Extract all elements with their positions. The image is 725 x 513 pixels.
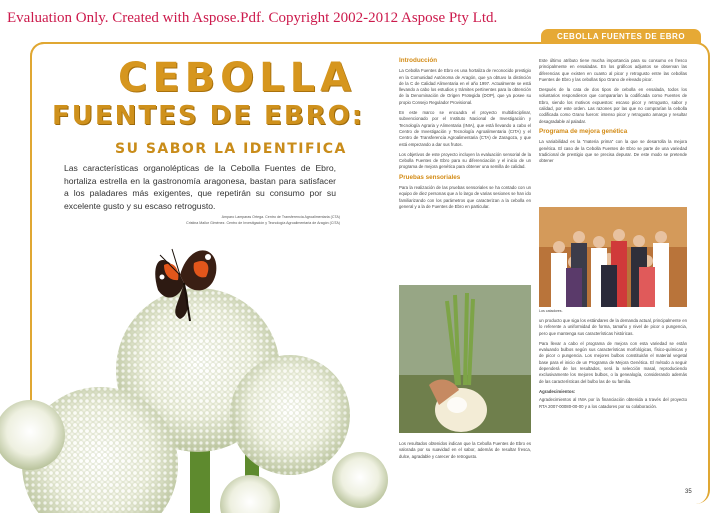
column-2-bottom — [539, 318, 687, 414]
column-paragraph: Después de la cata de dos tipos de cebolla en ensalada, todos los voluntarios respondieron que compararían la codificada como Fuentes de Ebro, siendo los motivos expuestos: escaso picor y retrogusto, sabor y calidad, por este orden. Las razones por las que no comprarían la cebolla codificada como Grano fueron: intenso picor y retrogusto amargo y resultar desagradable al paladar. — [539, 87, 687, 124]
intro-paragraph: Los objetivos de este proyecto incluyen la evaluación sensorial de la Cebolla Fuentes de Ebro para su diferenciación y el inicio de un programa de mejora genética para obtener una semilla de calidad. — [399, 151, 531, 170]
onion-flower-photo — [0, 230, 395, 513]
author-credits — [180, 214, 340, 226]
column-paragraph: un producto que siga los estándares de la demanda actual, principalmente en lo referente a uniformidad de forma, tamaño y nivel de picor o pungencia, pero que mantenga sus características históricas. — [539, 318, 687, 336]
column-paragraph: Para llevar a cabo el programa de mejora con esta variedad se están evaluando bulbos según sus características morfológicas, físico-químicas y de picor o pungencia. Los mejores bulbos constituirán el material vegetal base para el inicio de un Programa de Mejora Genética. El método a seguir dependerá de los resultados, será la selección masal, reproduciendo exclusivamente los mejores bulbos, o la genealogía, considerando además de las características del bulbo las de su familia. — [539, 340, 687, 384]
title-line-2: FUENTES DE EBRO: — [52, 101, 365, 131]
credit-line: Amparo Lamparas Ortega. Centro de Transferencia Agroalimentaria (CTA) — [221, 215, 340, 219]
credit-line: Cristina Mallor Giménez. Centro de Investigación y Tecnología Agroalimentaria de Aragón (CITA) — [186, 221, 340, 225]
column-paragraph: Este último atributo tiene mucha importancia para su consumo en fresco principalmente en ensaladas. En los gráficos adjuntos se observan las diferencias que existen en cuanto al picor y retrogusto entre las cebollas Fuentes de Ebro y las cebollas tipo Grano de elevado picor. — [539, 58, 687, 82]
intro-paragraph: En este marco se encuadra el proyecto multidisciplinar, subvencionado por el Instituto Nacional de Investigación y Tecnología Agraria y Alimentaria (INIA), que está llevando a cabo el Centro de Investigación y Tecnología Agroalimentaria (CITA) y el Centro de Transferencia Agroalimentaria (CTA) de Zaragoza, y que está empezando a dar sus frutos. — [399, 110, 531, 147]
results-paragraph: Los resultados obtenidos indican que la Cebolla Fuentes de Ebro es valorada por su suavidad en el sabor, además de resultar fresca, dulce, agradable y carecer de retrogusto. — [399, 441, 531, 459]
group-photo — [539, 207, 687, 307]
intro-paragraph: La Cebolla Fuentes de Ebro es una hortaliza de reconocido prestigio en la Comunidad Autónoma de Aragón, que ya obtuvo la distinción de la C de Calidad Alimentaria en el año 1997. Actualmente se está llevando a cabo los estudios y trámites pertinentes para la obtención de la Denominación de Origen Protegida (DOP), que ya posee su propio Consejo Regulador Provisional. — [399, 68, 531, 105]
title-line-1: CEBOLLA — [118, 55, 357, 101]
breeding-heading: Programa de mejora genética — [539, 127, 628, 135]
thanks-paragraph: Agradecimientos al INIA por la financiación obtenida a través del proyecto RTA 2007-00080-00-00 y a los catadores por su colaboración. — [539, 397, 687, 409]
title-line-3: SU SABOR LA IDENTIFICA — [115, 141, 347, 157]
photo-caption: Los catadores. — [539, 309, 563, 313]
section-tab: CEBOLLA FUENTES DE EBRO — [541, 29, 701, 44]
page-number: 35 — [685, 489, 692, 495]
watermark-text: Evaluation Only. Created with Aspose.Pdf. Copyright 2002-2012 Aspose Pty Ltd. — [7, 10, 498, 26]
column-1-bottom — [399, 441, 531, 464]
onion-bulb-photo — [399, 285, 531, 433]
breeding-paragraph: La variabilidad es la "materia prima" con la que se desarrolla la mejora genética. El caso de la Cebolla Fuentes de Ebro se parte de una variedad tradicional de prestigio que se precisa depurar. De este modo se pretende obtener — [539, 139, 687, 164]
thanks-heading-text: Agradecimientos: — [539, 388, 576, 394]
lead-paragraph: Las características organolépticas de la Cebolla Fuentes de Ebro, hortaliza estrella en la gastronomía aragonesa, bastan para satisfacer a los paladares más exigentes, que repetirán su consumo por su excelente gusto y su escaso retrogusto. — [64, 163, 336, 211]
sensory-heading: Pruebas sensoriales — [399, 173, 461, 181]
sensory-paragraph: Para la realización de las pruebas sensoriales se ha contado con un equipo de diez personas que a lo largo de varias sesiones se han ido familiarizando con los parámetros que caracterizan a la cebolla en general y a la de Fuentes de Ebro en particular. — [399, 185, 531, 209]
column-1 — [399, 58, 531, 214]
thanks-heading — [539, 389, 687, 395]
column-2 — [539, 58, 687, 168]
intro-heading: Introducción — [399, 57, 438, 64]
